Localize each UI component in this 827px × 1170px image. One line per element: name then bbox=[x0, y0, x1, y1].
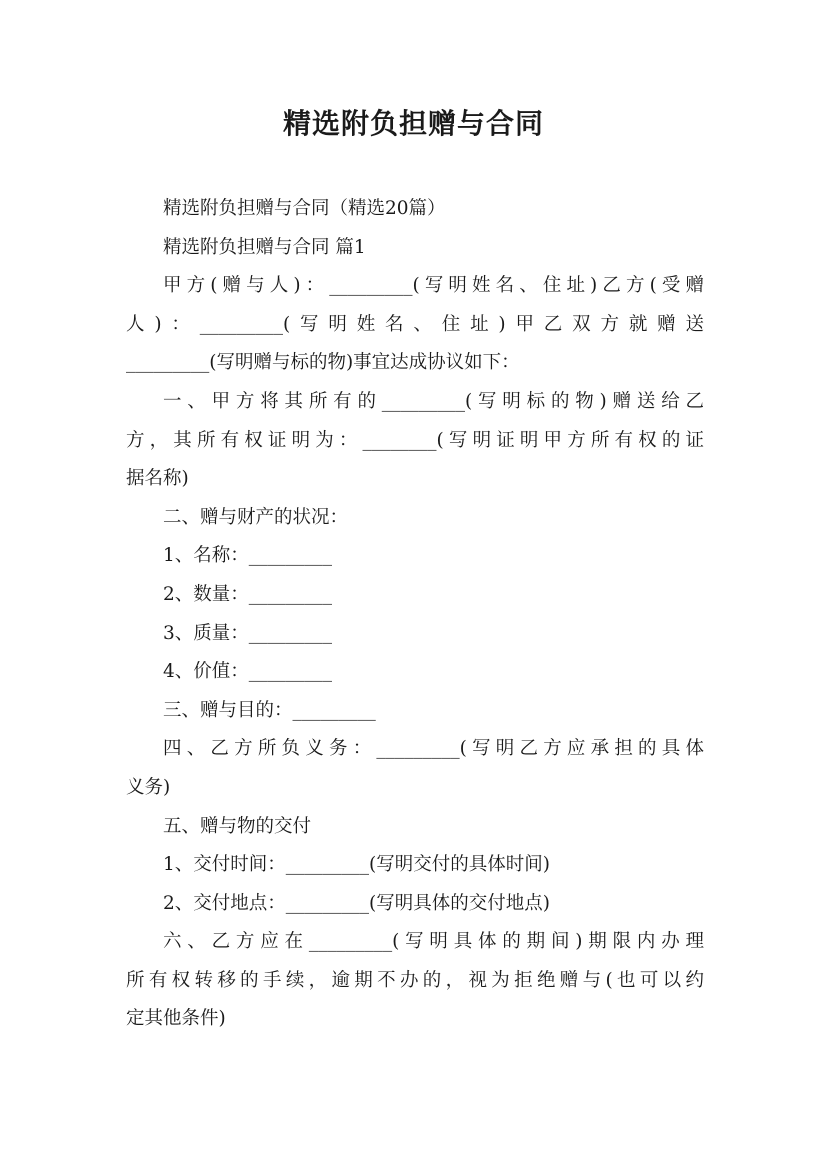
document-title: 精选附负担赠与合同 bbox=[282, 107, 544, 140]
paragraph-clause-4 bbox=[126, 730, 704, 807]
text-line: 一、甲方将其所有的_________(写明标的物)赠送给乙 bbox=[163, 390, 704, 412]
text-line: 1、名称：_________ bbox=[163, 545, 333, 567]
document-body bbox=[126, 190, 704, 1039]
paragraph-clause-6 bbox=[126, 923, 704, 1039]
text-line: 精选附负担赠与合同 篇1 bbox=[163, 236, 366, 258]
text-line: _________(写明赠与标的物)事宜达成协议如下： bbox=[126, 352, 520, 374]
paragraph-clause-5 bbox=[126, 808, 704, 847]
text-line: 精选附负担赠与合同（精选20篇） bbox=[163, 198, 446, 219]
paragraph-delivery-place bbox=[126, 885, 704, 924]
text-line: 五、赠与物的交付 bbox=[163, 815, 312, 837]
text-line: 4、价值：_________ bbox=[163, 661, 333, 683]
paragraph-item-name bbox=[126, 537, 704, 576]
text-line: 甲方(赠与人)：_________(写明姓名、住址)乙方(受赠 bbox=[163, 275, 704, 297]
paragraph-item-quantity bbox=[126, 576, 704, 615]
paragraph-item-value bbox=[126, 653, 704, 692]
text-line: 2、数量：_________ bbox=[163, 583, 333, 605]
text-line: 1、交付时间：_________(写明交付的具体时间) bbox=[163, 854, 550, 876]
paragraph-parties bbox=[126, 267, 704, 383]
text-line: 3、质量：_________ bbox=[163, 622, 333, 644]
text-line: 方，其所有权证明为：________(写明证明甲方所有权的证 bbox=[126, 429, 704, 451]
paragraph-section-heading bbox=[126, 229, 704, 268]
paragraph-delivery-time bbox=[126, 846, 704, 885]
text-line: 人)：_________(写明姓名、住址)甲乙双方就赠送 bbox=[126, 313, 704, 335]
paragraph-clause-2 bbox=[126, 499, 704, 538]
paragraph-clause-3 bbox=[126, 692, 704, 731]
text-line: 三、赠与目的：_________ bbox=[163, 699, 376, 721]
paragraph-clause-1 bbox=[126, 383, 704, 499]
paragraph-item-quality bbox=[126, 615, 704, 654]
text-line: 六、乙方应在_________(写明具体的期间)期限内办理 bbox=[163, 931, 704, 953]
text-line: 二、赠与财产的状况： bbox=[163, 506, 349, 528]
text-line: 义务) bbox=[126, 776, 171, 798]
text-line: 四、乙方所负义务：_________(写明乙方应承担的具体 bbox=[163, 738, 704, 760]
text-line: 据名称) bbox=[126, 468, 189, 490]
text-line: 2、交付地点：_________(写明具体的交付地点) bbox=[163, 892, 550, 914]
paragraph-subtitle bbox=[126, 190, 704, 229]
text-line: 定其他条件) bbox=[126, 1008, 226, 1030]
text-line: 所有权转移的手续，逾期不办的，视为拒绝赠与(也可以约 bbox=[126, 969, 704, 991]
